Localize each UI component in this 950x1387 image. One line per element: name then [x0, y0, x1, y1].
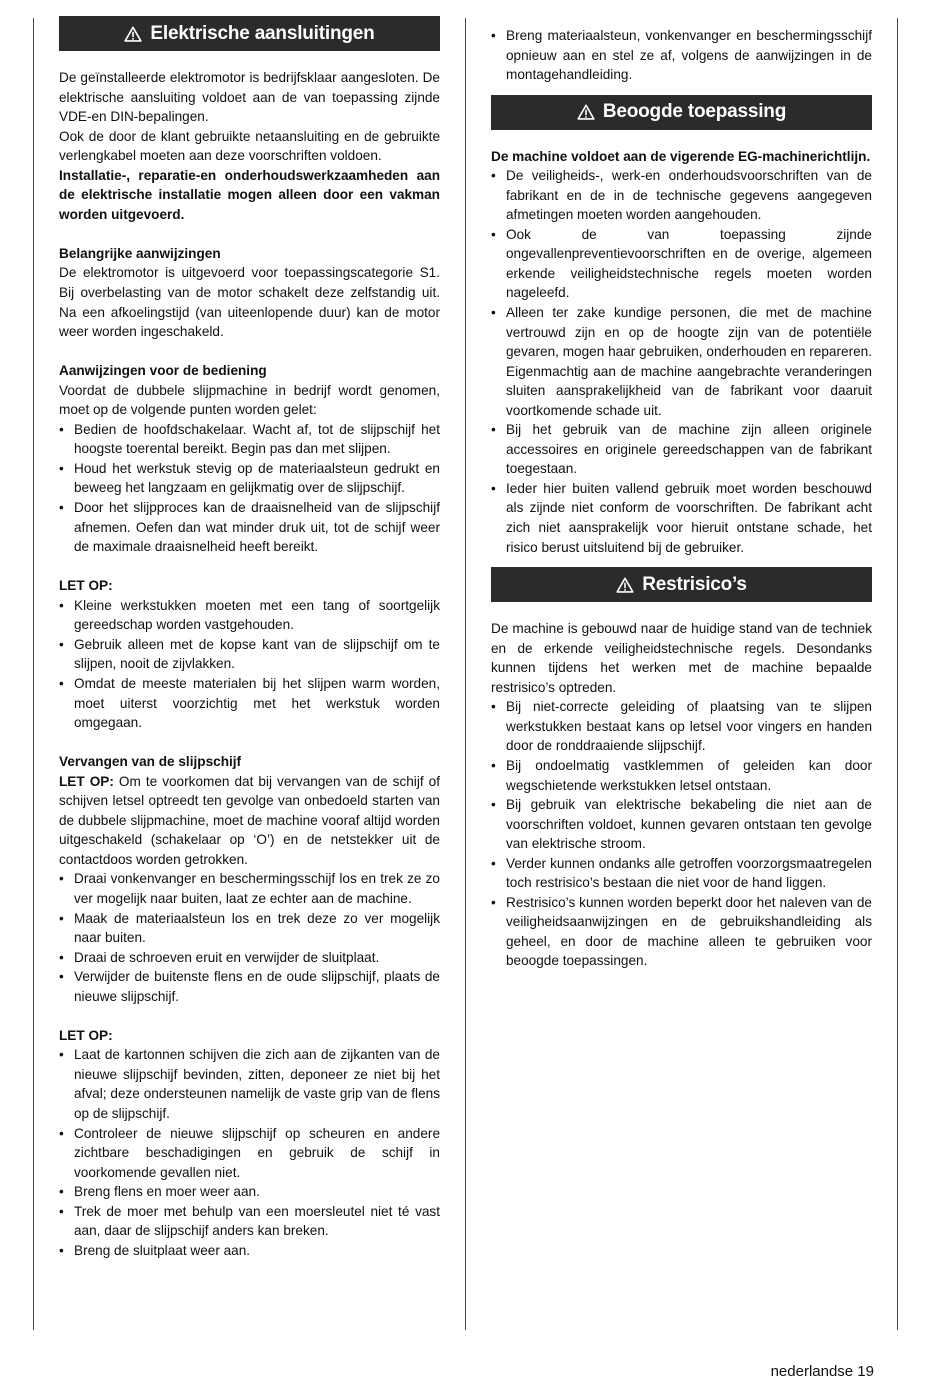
list-item: • Laat de kartonnen schijven die zich aan de zijkanten van de nieuwe slijpschijf bevinden, zitten, deponeer ze niet bij het afval; deze ondersteunen namelijk de vaste grip van de flens op de slijpschijf. [59, 1045, 440, 1123]
warning-triangle-icon [577, 104, 595, 120]
list-item: • Breng flens en moer weer aan. [59, 1182, 440, 1202]
paragraph [59, 772, 440, 870]
letop-label: LET OP: [59, 773, 114, 789]
subheading: Aanwijzingen voor de bediening [59, 363, 267, 379]
left-margin-rule [33, 18, 34, 1330]
section-header-toepassing [491, 95, 872, 130]
list-item: • De veiligheids-, werk-en onderhoudsvoorschriften van de fabrikant en de in de technische gegevens aangegeven afmetingen moeten worden aangehouden. [491, 166, 872, 225]
subheading: Belangrijke aanwijzingen [59, 245, 221, 261]
list-item: • Door het slijpproces kan de draaisnelheid van de slijpschijf afnemen. Oefen dan wat minder druk uit, tot de schijf weer de maximale draaisnelheid heeft bereikt. [59, 498, 440, 557]
paragraph: De geïnstalleerde elektromotor is bedrijfsklaar aangesloten. De elektrische aansluiting voldoet aan de van toepassing zijnde VDE-en DIN-bepalingen. [59, 70, 440, 125]
list-item: • Breng materiaalsteun, vonkenvanger en beschermingsschijf opnieuw aan en stel ze af, volgens de aanwijzingen in de montagehandleiding. [491, 26, 872, 85]
list-item: • Bedien de hoofdschakelaar. Wacht af, tot de slijpschijf het hoogste toerental bereikt. Begin pas dan met slijpen. [59, 420, 440, 459]
list-item: • Verder kunnen ondanks alle getroffen voorzorgsmaatregelen toch restrisico’s bestaan die niet voor de hand liggen. [491, 854, 872, 893]
list-item: • Maak de materiaalsteun los en trek deze zo ver mogelijk naar buiten. [59, 909, 440, 948]
list-item: • Draai de schroeven eruit en verwijder de sluitplaat. [59, 948, 440, 968]
left-column [59, 16, 440, 1260]
right-column [491, 26, 872, 971]
bullet-list [59, 596, 440, 733]
list-item: • Breng de sluitplaat weer aan. [59, 1241, 440, 1261]
list-item: • Bij ondoelmatig vastklemmen of geleiden kan door wegschietende werkstukken letsel ontstaan. [491, 756, 872, 795]
right-margin-rule [897, 18, 898, 1330]
column-divider-rule [465, 18, 466, 1330]
bullet-list [59, 869, 440, 1006]
list-item: • Trek de moer met behulp van een moersleutel niet té vast aan, daar de slijpschijf anders kan breken. [59, 1202, 440, 1241]
subheading: LET OP: [59, 578, 113, 594]
list-item: • Gebruik alleen met de kopse kant van de slijpschijf om te slijpen, nooit de zijvlakken. [59, 635, 440, 674]
list-item: • Alleen ter zake kundige personen, die met de machine vertrouwd zijn en op de hoogte zijn van de potentiële gevaren, mogen haar gebruiken, onderhouden en repareren. Eigenmachtig aan de machine aangebrachte veranderingen sluiten aansprakelijkheid van de fabrikant voor daaruit voortkomende schade uit. [491, 303, 872, 420]
paragraph: Ook de door de klant gebruikte netaansluiting en de gebruikte verlengkabel moeten aan deze voorschriften voldoen. [59, 128, 440, 164]
bold-paragraph: De machine voldoet aan de vigerende EG-machinerichtlijn. [491, 148, 871, 164]
subheading: Vervangen van de slijpschijf [59, 754, 242, 770]
bullet-list [491, 697, 872, 971]
list-item: • Draai vonkenvanger en beschermingsschijf los en trek ze zo ver mogelijk naar buiten, laat ze echter aan de machine. [59, 869, 440, 908]
list-item: • Verwijder de buitenste flens en de oude slijpschijf, plaats de nieuwe slijpschijf. [59, 967, 440, 1006]
bullet-list [491, 26, 872, 85]
list-item: • Controleer de nieuwe slijpschijf op scheuren en andere zichtbare beschadigingen en gebruik de schijf in voorkomende gevallen niet. [59, 1124, 440, 1183]
bullet-list [59, 1045, 440, 1260]
list-item: • Omdat de meeste materialen bij het slijpen warm worden, moet uiterst voorzichtig met het werkstuk worden omgegaan. [59, 674, 440, 733]
list-item: • Kleine werkstukken moeten met een tang of soortgelijk gereedschap worden vastgehouden. [59, 596, 440, 635]
list-item: • Bij het gebruik van de machine zijn alleen originele accessoires en originele gereedschappen van de fabrikant toegestaan. [491, 420, 872, 479]
subheading: LET OP: [59, 1027, 113, 1043]
paragraph-text: Om te voorkomen dat bij vervangen van de schijf of schijven letsel optreedt ten gevolge van onbedoeld starten van de dubbele slijpmachine, moet de machine vooraf altijd worden uitgeschakeld (schakelaar op ‘O’) en de netstekker uit de contactdoos worden getrokken. [59, 773, 440, 867]
list-item: • Restrisico’s kunnen worden beperkt door het naleven van de veiligheidsaanwijzingen en de gebruikshandleiding als geheel, en door de machine alleen te gebruiken voor beoogde toepassingen. [491, 893, 872, 971]
page-number: nederlandse 19 [770, 1363, 874, 1380]
bold-paragraph: Installatie-, reparatie-en onderhoudswerkzaamheden aan de elektrische installatie mogen alleen door een vakman worden uitgevoerd. [59, 167, 440, 222]
section-title: Restrisico’s [642, 573, 747, 595]
paragraph: De machine is gebouwd naar de huidige stand van de techniek en de erkende veiligheidstechnische regels. Desondanks kunnen tijdens het werken met de machine bepaalde restrisico’s optreden. [491, 621, 872, 695]
section-header-elektrische [59, 16, 440, 51]
list-item: • Bij gebruik van elektrische bekabeling die niet aan de voorschriften voldoet, kunnen gevaren ontstaan ten gevolge van elektrische stroom. [491, 795, 872, 854]
list-item: • Houd het werkstuk stevig op de materiaalsteun gedrukt en beweeg het langzaam en gelijkmatig over de slijpschijf. [59, 459, 440, 498]
list-item: • Ook de van toepassing zijnde ongevallenpreventievoorschriften en de overige, algemeen erkende veiligheidstechnische regels moeten worden nageleefd. [491, 225, 872, 303]
section-header-restrisico [491, 567, 872, 602]
paragraph: Voordat de dubbele slijpmachine in bedrijf wordt genomen, moet op de volgende punten worden gelet: [59, 382, 440, 418]
section-title: Beoogde toepassing [602, 101, 787, 123]
warning-triangle-icon [124, 26, 142, 42]
section-title: Elektrische aansluitingen [150, 22, 375, 44]
bullet-list [59, 420, 440, 557]
paragraph: De elektromotor is uitgevoerd voor toepassingscategorie S1. Bij overbelasting van de motor schakelt deze zelfstandig uit. Na een afkoelingstijd (van uiteenlopende duur) kan de motor weer worden ingeschakeld. [59, 265, 440, 340]
warning-triangle-icon [616, 577, 634, 593]
list-item: • Ieder hier buiten vallend gebruik moet worden beschouwd als zijnde niet conform de voorschriften. De fabrikant acht zich niet aansprakelijk voor hieruit ontstane schade, het risico berust uitsluitend bij de gebruiker. [491, 479, 872, 557]
list-item: • Bij niet-correcte geleiding of plaatsing van te slijpen werkstukken bestaat kans op letsel voor vingers en handen door de ronddraaiende slijpschijf. [491, 697, 872, 756]
bullet-list [491, 166, 872, 557]
